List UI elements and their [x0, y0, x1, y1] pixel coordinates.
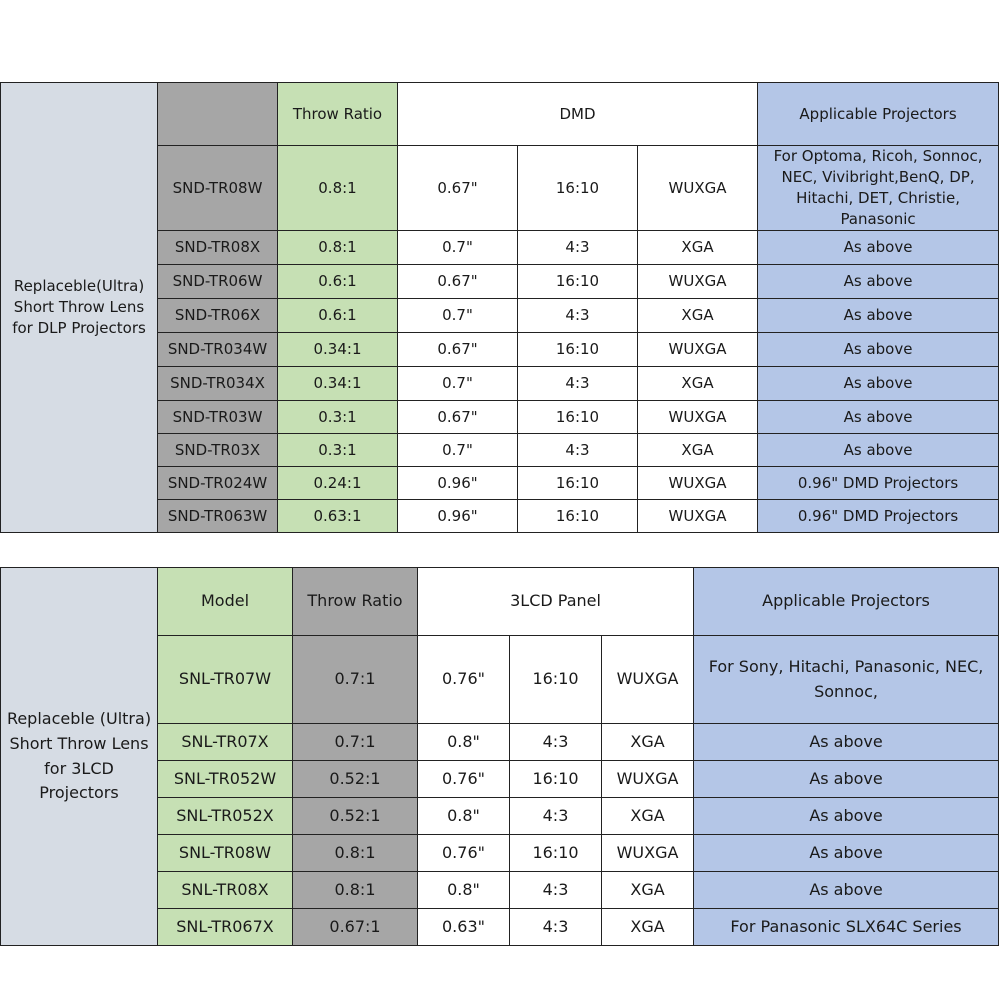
resolution-cell: WUXGA: [602, 761, 694, 798]
aspect-ratio-cell: 4:3: [510, 872, 602, 909]
throw-ratio-cell: 0.52:1: [293, 798, 418, 835]
resolution-cell: WUXGA: [638, 500, 758, 533]
panel-size-cell: 0.76": [418, 761, 510, 798]
throw-ratio-cell: 0.8:1: [293, 835, 418, 872]
applicable-projectors-cell: 0.96" DMD Projectors: [758, 467, 999, 500]
panel-size-cell: 0.67": [398, 265, 518, 299]
aspect-ratio-cell: 4:3: [510, 798, 602, 835]
panel-size-cell: 0.8": [418, 872, 510, 909]
aspect-ratio-cell: 16:10: [518, 401, 638, 434]
resolution-cell: XGA: [638, 367, 758, 401]
panel-size-cell: 0.76": [418, 835, 510, 872]
lcd-applicable-projectors-header: Applicable Projectors: [694, 568, 999, 636]
throw-ratio-cell: 0.3:1: [278, 434, 398, 467]
model-cell: SNL-TR07W: [158, 636, 293, 724]
resolution-cell: WUXGA: [638, 401, 758, 434]
resolution-cell: XGA: [638, 231, 758, 265]
aspect-ratio-cell: 16:10: [510, 835, 602, 872]
model-cell: SNL-TR067X: [158, 909, 293, 946]
throw-ratio-cell: 0.8:1: [278, 146, 398, 231]
lcd-header-row: [1, 568, 999, 636]
applicable-projectors-cell: For Sony, Hitachi, Panasonic, NEC, Sonnoc,: [694, 636, 999, 724]
resolution-cell: XGA: [638, 299, 758, 333]
panel-size-cell: 0.7": [398, 367, 518, 401]
applicable-projectors-cell: 0.96" DMD Projectors: [758, 500, 999, 533]
panel-size-cell: 0.8": [418, 724, 510, 761]
dlp-dmd-header: DMD: [398, 83, 758, 146]
resolution-cell: XGA: [602, 872, 694, 909]
throw-ratio-cell: 0.8:1: [278, 231, 398, 265]
aspect-ratio-cell: 16:10: [518, 146, 638, 231]
applicable-projectors-cell: As above: [694, 872, 999, 909]
model-cell: SND-TR08X: [158, 231, 278, 265]
resolution-cell: WUXGA: [638, 265, 758, 299]
throw-ratio-cell: 0.6:1: [278, 299, 398, 333]
resolution-cell: XGA: [638, 434, 758, 467]
applicable-projectors-cell: For Panasonic SLX64C Series: [694, 909, 999, 946]
resolution-cell: XGA: [602, 724, 694, 761]
model-cell: SND-TR063W: [158, 500, 278, 533]
panel-size-cell: 0.8": [418, 798, 510, 835]
model-cell: SND-TR03W: [158, 401, 278, 434]
throw-ratio-cell: 0.8:1: [293, 872, 418, 909]
dlp-model-header: [158, 83, 278, 146]
model-cell: SND-TR034W: [158, 333, 278, 367]
model-cell: SNL-TR08W: [158, 835, 293, 872]
model-cell: SNL-TR052W: [158, 761, 293, 798]
model-cell: SND-TR08W: [158, 146, 278, 231]
model-cell: SND-TR06W: [158, 265, 278, 299]
applicable-projectors-cell: As above: [758, 333, 999, 367]
aspect-ratio-cell: 16:10: [518, 467, 638, 500]
panel-size-cell: 0.7": [398, 434, 518, 467]
panel-size-cell: 0.67": [398, 146, 518, 231]
resolution-cell: WUXGA: [638, 333, 758, 367]
throw-ratio-cell: 0.3:1: [278, 401, 398, 434]
resolution-cell: XGA: [602, 909, 694, 946]
dlp-header-row: [1, 83, 999, 146]
applicable-projectors-cell: As above: [694, 724, 999, 761]
panel-size-cell: 0.96": [398, 467, 518, 500]
throw-ratio-cell: 0.24:1: [278, 467, 398, 500]
throw-ratio-cell: 0.52:1: [293, 761, 418, 798]
lcd-category-label: Replaceble (Ultra) Short Throw Lens for 3LCD Projectors: [1, 568, 158, 946]
dlp-applicable-projectors-header: Applicable Projectors: [758, 83, 999, 146]
panel-size-cell: 0.7": [398, 231, 518, 265]
model-cell: SND-TR06X: [158, 299, 278, 333]
applicable-projectors-cell: As above: [758, 401, 999, 434]
resolution-cell: XGA: [602, 798, 694, 835]
applicable-projectors-cell: As above: [758, 231, 999, 265]
model-cell: SND-TR024W: [158, 467, 278, 500]
lcd-throw-ratio-header: Throw Ratio: [293, 568, 418, 636]
model-cell: SND-TR034X: [158, 367, 278, 401]
applicable-projectors-cell: As above: [758, 434, 999, 467]
model-cell: SNL-TR052X: [158, 798, 293, 835]
panel-size-cell: 0.67": [398, 333, 518, 367]
aspect-ratio-cell: 4:3: [518, 231, 638, 265]
throw-ratio-cell: 0.63:1: [278, 500, 398, 533]
applicable-projectors-cell: As above: [758, 299, 999, 333]
aspect-ratio-cell: 4:3: [510, 909, 602, 946]
throw-ratio-cell: 0.34:1: [278, 333, 398, 367]
throw-ratio-cell: 0.6:1: [278, 265, 398, 299]
panel-size-cell: 0.76": [418, 636, 510, 724]
throw-ratio-cell: 0.67:1: [293, 909, 418, 946]
aspect-ratio-cell: 16:10: [518, 333, 638, 367]
panel-size-cell: 0.7": [398, 299, 518, 333]
aspect-ratio-cell: 16:10: [510, 761, 602, 798]
aspect-ratio-cell: 4:3: [518, 299, 638, 333]
aspect-ratio-cell: 16:10: [518, 500, 638, 533]
resolution-cell: WUXGA: [638, 146, 758, 231]
lcd-lens-table: [0, 567, 999, 946]
throw-ratio-cell: 0.34:1: [278, 367, 398, 401]
resolution-cell: WUXGA: [638, 467, 758, 500]
panel-size-cell: 0.67": [398, 401, 518, 434]
applicable-projectors-cell: As above: [758, 265, 999, 299]
model-cell: SND-TR03X: [158, 434, 278, 467]
model-cell: SNL-TR07X: [158, 724, 293, 761]
aspect-ratio-cell: 16:10: [510, 636, 602, 724]
resolution-cell: WUXGA: [602, 636, 694, 724]
aspect-ratio-cell: 4:3: [518, 434, 638, 467]
aspect-ratio-cell: 4:3: [518, 367, 638, 401]
applicable-projectors-cell: As above: [694, 835, 999, 872]
lcd-model-header: Model: [158, 568, 293, 636]
throw-ratio-cell: 0.7:1: [293, 724, 418, 761]
applicable-projectors-cell: As above: [694, 798, 999, 835]
panel-size-cell: 0.63": [418, 909, 510, 946]
throw-ratio-cell: 0.7:1: [293, 636, 418, 724]
panel-size-cell: 0.96": [398, 500, 518, 533]
dlp-category-label: Replaceble(Ultra) Short Throw Lens for DLP Projectors: [1, 83, 158, 533]
dlp-lens-table: [0, 82, 999, 533]
aspect-ratio-cell: 4:3: [510, 724, 602, 761]
dlp-throw-ratio-header: Throw Ratio: [278, 83, 398, 146]
model-cell: SNL-TR08X: [158, 872, 293, 909]
lcd-panel-header: 3LCD Panel: [418, 568, 694, 636]
applicable-projectors-cell: As above: [758, 367, 999, 401]
resolution-cell: WUXGA: [602, 835, 694, 872]
aspect-ratio-cell: 16:10: [518, 265, 638, 299]
applicable-projectors-cell: For Optoma, Ricoh, Sonnoc, NEC, Vivibright,BenQ, DP, Hitachi, DET, Christie, Panasonic: [758, 146, 999, 231]
applicable-projectors-cell: As above: [694, 761, 999, 798]
